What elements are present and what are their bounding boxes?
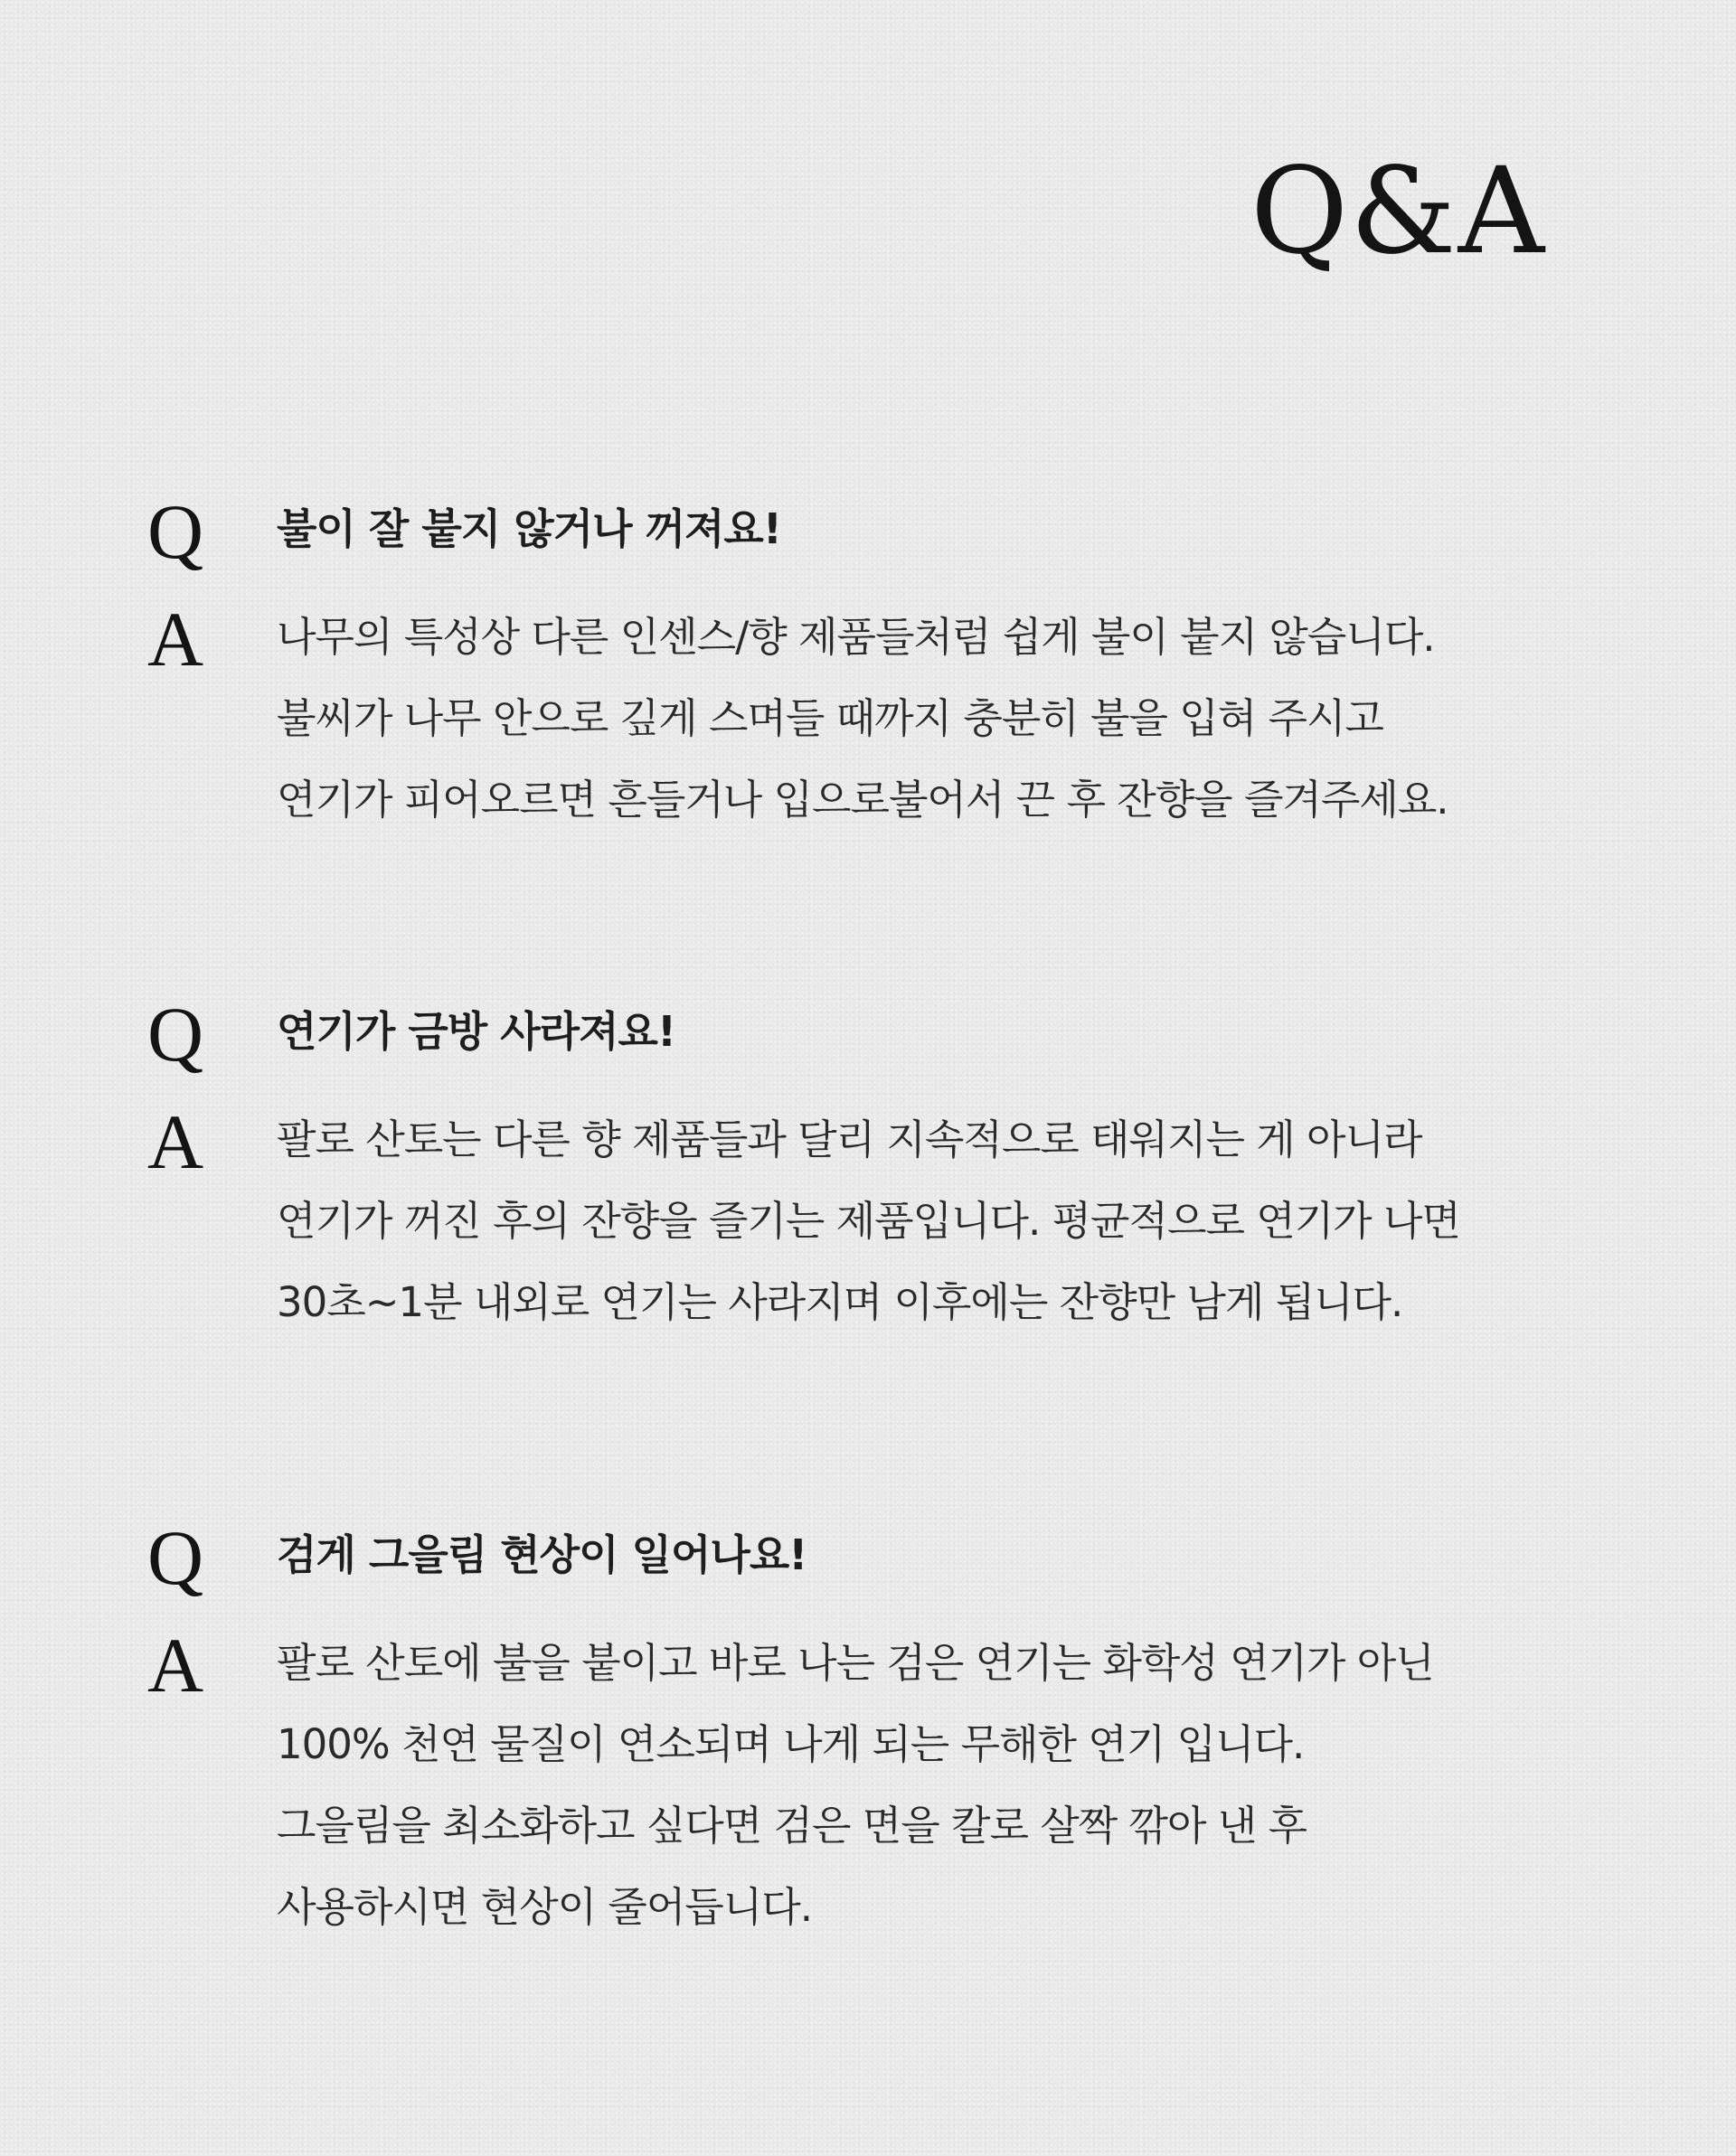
question-text: 연기가 금방 사라져요! (277, 1007, 675, 1056)
answer-row (147, 597, 1594, 841)
answer-row (147, 1099, 1594, 1343)
faq-item (147, 991, 1594, 1343)
answer-mark: A (147, 1098, 204, 1185)
answer-text (147, 1623, 1594, 1948)
answer-mark: A (147, 1622, 204, 1709)
question-row (147, 488, 1594, 575)
answer-line: 30초~1분 내외로 연기는 사라지며 이후에는 잔향만 남게 됩니다. (277, 1278, 1403, 1326)
answer-line: 100% 천연 물질이 연소되며 나게 되는 무해한 연기 입니다. (277, 1720, 1305, 1768)
question-mark: Q (147, 991, 204, 1078)
question-mark: Q (147, 1514, 204, 1601)
answer-row (147, 1623, 1594, 1948)
answer-line: 팔로 산토는 다른 향 제품들과 달리 지속적으로 태워지는 게 아니라 (277, 1116, 1422, 1163)
answer-line: 사용하시면 현상이 줄어듭니다. (277, 1883, 813, 1931)
answer-line: 불씨가 나무 안으로 깊게 스며들 때까지 충분히 불을 입혀 주시고 (277, 694, 1383, 742)
answer-text (147, 1099, 1594, 1343)
question-row (147, 991, 1594, 1078)
question-text: 검게 그을림 현상이 일어나요! (277, 1530, 807, 1579)
faq-item (147, 488, 1594, 841)
answer-line: 연기가 꺼진 후의 잔향을 즐기는 제품입니다. 평균적으로 연기가 나면 (277, 1197, 1460, 1245)
answer-line: 연기가 피어오르면 흔들거나 입으로불어서 끈 후 잔향을 즐겨주세요. (277, 776, 1448, 824)
faq-item (147, 1514, 1594, 1948)
answer-line: 팔로 산토에 불을 붙이고 바로 나는 검은 연기는 화학성 연기가 아닌 (277, 1639, 1434, 1687)
answer-line: 그을림을 최소화하고 싶다면 검은 면을 칼로 살짝 깎아 낸 후 (277, 1802, 1307, 1850)
answer-line: 나무의 특성상 다른 인센스/향 제품들처럼 쉽게 불이 붙지 않습니다. (277, 613, 1435, 661)
answer-text (147, 597, 1594, 841)
question-mark: Q (147, 488, 204, 575)
question-text: 불이 잘 붙지 않거나 꺼져요! (277, 504, 781, 553)
question-row (147, 1514, 1594, 1601)
answer-mark: A (147, 596, 204, 683)
page-title: Q&A (1250, 142, 1546, 281)
